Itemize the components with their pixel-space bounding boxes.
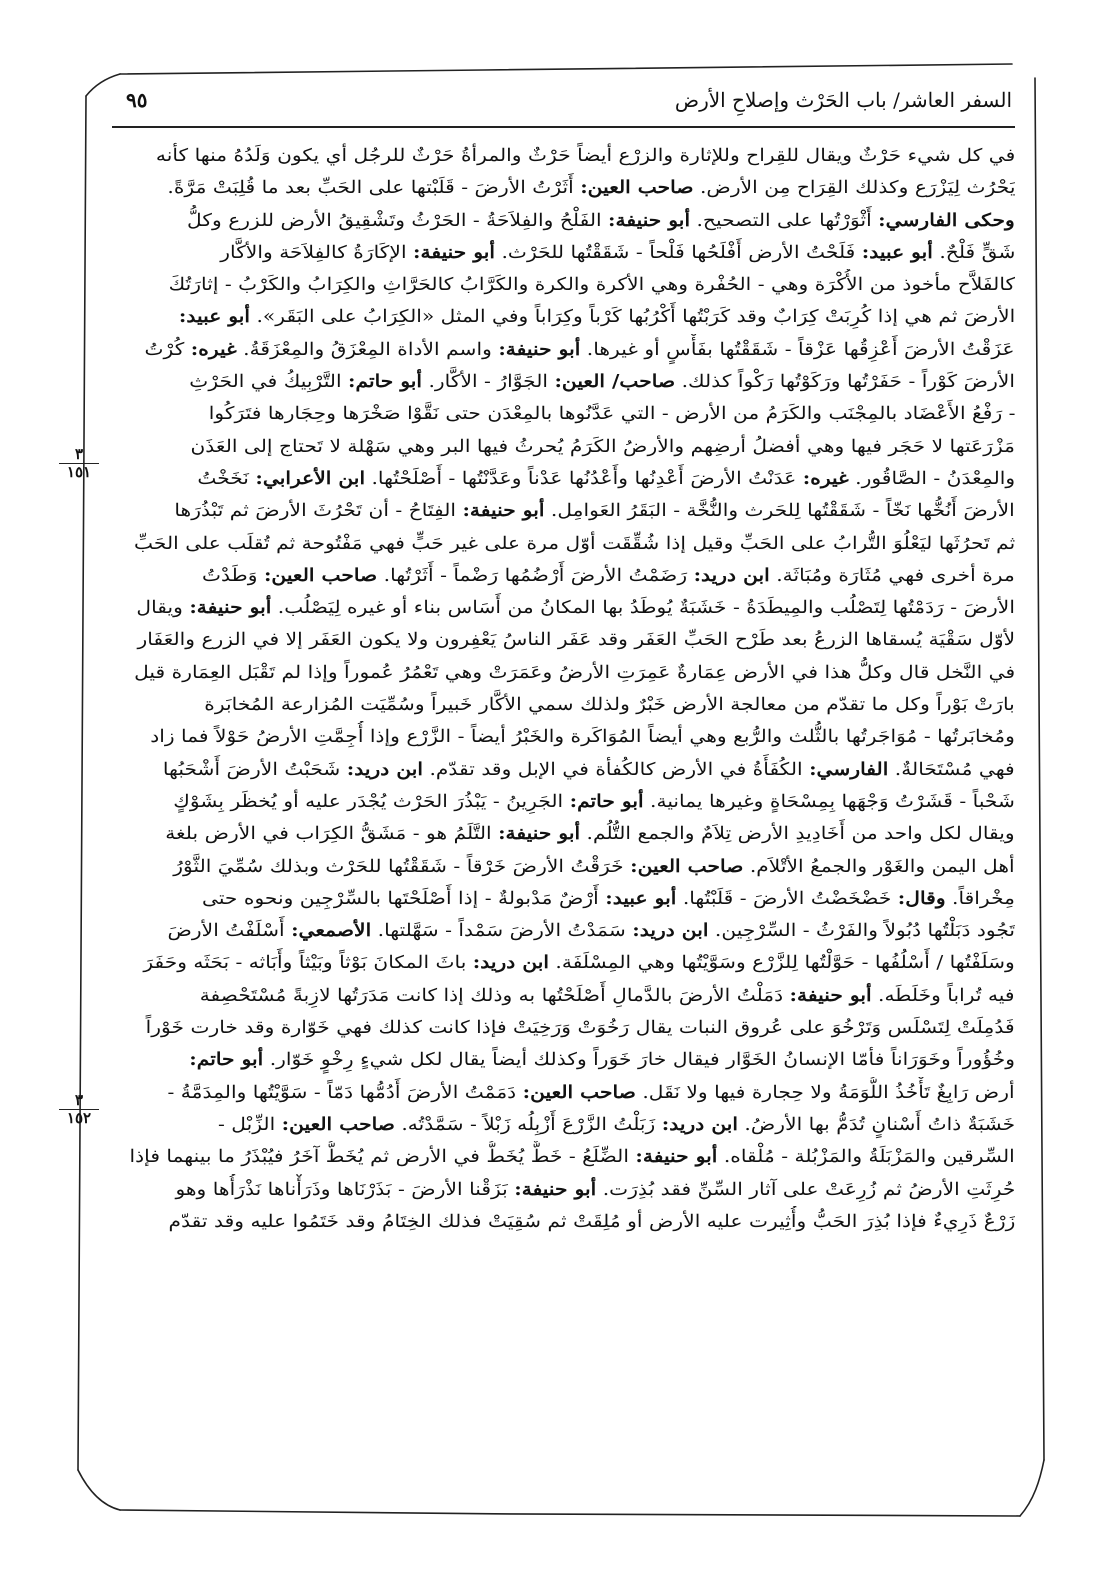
source-attribution: أبو حنيفة: bbox=[189, 597, 272, 619]
text-line bbox=[112, 1174, 1015, 1206]
running-title: السفر العاشر/ باب الحَرْث وإصلاحِ الأرض bbox=[674, 88, 1012, 112]
text-segment: باثَ المكانَ بَوْثاً وبَيْثاً وأَبَاثه - بَحَثَه وحَفَرَ bbox=[143, 953, 473, 974]
text-segment: خَشَبَةٌ ذاتُ أَسْنانٍ تُدَمُّ بها الأرضُ. bbox=[737, 1114, 1015, 1135]
text-segment: - رَفْعُ الأَعْضَاد بالمِجْنَب والكَرَمُ من الأرض - التي عَدَّنُوها بالمِعْدَن حتى نَقَّوْا صَخْرَها وحِجَارها فتَرَكُوا bbox=[208, 404, 1015, 425]
text-segment: الفَلْحُ والفِلاَحَةُ - الحَرْثُ وتَشْقِيقُ الأرض للزرع وكلُّ bbox=[187, 210, 609, 231]
text-line bbox=[112, 431, 1015, 463]
margin-ref-page: ١٥٢ bbox=[66, 1109, 92, 1127]
text-line bbox=[112, 786, 1015, 818]
margin-reference bbox=[50, 1092, 108, 1127]
text-line bbox=[112, 1044, 1015, 1076]
text-line bbox=[112, 172, 1015, 204]
source-attribution: أبو حنيفة: bbox=[498, 823, 581, 845]
text-line bbox=[112, 528, 1015, 560]
text-segment: وسَلَفْتُها / أَسْلُفُها - حَوَّلْتُها لِلزَّرْع وسَوَّيْتُها وهي المِسْلَفَة. bbox=[549, 953, 1015, 974]
text-segment: في كل شيء حَرْثٌ ويقال للقِراح وللإثارة والزرْع أيضاً حَرْثٌ والمرأةُ حَرْثٌ للرجُل أي يكون وَلَدُهُ منها كأنه bbox=[155, 146, 1015, 166]
text-segment: زَرْعٌ ذَرِيءٌ فإذا بُذِرَ الحَبُّ وأُثِيرت عليه الأرض أو مُلِقَتْ ثم سُقِيَتْ فذلك الخِتَامُ وقد خَتَمُوا عليه وقد تقدّم bbox=[168, 1211, 1015, 1232]
text-segment: فيه تُراباً وخَلَطَه. bbox=[872, 985, 1015, 1006]
text-segment: أَسْلَفْتُ الأرضَ bbox=[167, 921, 292, 942]
source-attribution: صاحب العين: bbox=[630, 855, 744, 877]
text-segment: الكُفَأَةُ في الأرض كالكُفأة في الإبل وقد تقدّم. bbox=[423, 759, 810, 780]
text-line bbox=[112, 883, 1015, 915]
text-line bbox=[112, 721, 1015, 753]
text-line bbox=[112, 818, 1015, 850]
source-attribution: أبو عبيد: bbox=[605, 887, 677, 909]
text-segment: الأرضَ ثم هي إذا كُرِبَتْ كِرَابٌ وقد كَرَبْتُها أَكْرُبُها كَرْباً وكِرَاباً وفي المثل «الكِرَابُ على البَقَر». bbox=[249, 307, 1015, 328]
source-attribution: وقال: bbox=[897, 887, 946, 909]
source-attribution: صاحب العين: bbox=[264, 564, 378, 586]
source-attribution: أبو حنيفة: bbox=[789, 984, 873, 1006]
text-line bbox=[112, 754, 1015, 786]
page-number: ٩٥ bbox=[126, 88, 148, 112]
source-attribution: أبو حاتم: bbox=[348, 371, 423, 393]
page-header bbox=[112, 86, 1012, 120]
text-line bbox=[112, 1206, 1015, 1238]
text-segment: عَدَنْتُ الأرضَ أَعْدِنُها وأَعْدُنُها عَدْناً وعَدَّنْتُها - أَصْلَحْتُها. bbox=[364, 468, 803, 489]
text-segment: فَدُمِلَتْ لِتَسْلَس وَتَرْخُوَ على عُروق النبات يقال رَخُوَتْ وَرَخِيَتْ فإذا كانت كذلك فهي خَوّارة وقد خارت خَوْراً bbox=[146, 1018, 1015, 1039]
text-segment: شَحْباً - قَشَرْتُ وَجْهَها بِمِسْحَاةٍ وغيرها يمانية. bbox=[643, 791, 1015, 812]
text-segment: شَحَبْتُ الأرضَ أَشْحَبُها bbox=[163, 759, 348, 780]
text-line bbox=[112, 915, 1015, 947]
text-segment: رَضَمْتُ الأرضَ أَرْضُمُها رَضْماً - أَثَرْتُها. bbox=[377, 565, 694, 586]
text-segment: فَلَحْتُ الأرض أَفْلَحُها فَلْحاً - شَقَقْتُها للحَرْث. bbox=[494, 242, 862, 263]
frame-top-edge bbox=[120, 64, 1012, 74]
source-attribution: أبو حنيفة: bbox=[608, 209, 691, 231]
source-attribution: صاحب العين: bbox=[281, 1113, 395, 1135]
source-attribution: صاحب/ العين: bbox=[554, 371, 676, 393]
margin-ref-volume: ٣ bbox=[74, 1091, 84, 1109]
source-attribution: ابن الأعرابي: bbox=[255, 467, 365, 489]
text-line bbox=[112, 657, 1015, 689]
text-segment: بارَتْ بَوْراً وكل ما تقدّم من معالجة الأرض خَبْرٌ ولذلك سمي الأكَّار خَبيراً وسُمِّيَت المُزارعة المُخابَرة bbox=[204, 695, 1015, 716]
text-line bbox=[112, 1109, 1015, 1141]
source-attribution: الفارسي: bbox=[809, 758, 889, 780]
text-segment: مِخْراقاً. bbox=[945, 888, 1015, 909]
text-segment: الفِتَاحُ - أن تَحْرُثَ الأرضَ ثم تَبْذُرَها bbox=[174, 501, 463, 522]
text-segment: زَبَلْتُ الزَّرْعَ أَزْبِلُه زَبْلاً - سَمَّدْتُه. bbox=[394, 1114, 662, 1135]
text-line bbox=[112, 398, 1015, 430]
source-attribution: صاحب العين: bbox=[523, 1081, 637, 1103]
text-segment: والمِعْدَنُ - الصَّاقُور. bbox=[848, 468, 1015, 489]
source-attribution: أبو حاتم: bbox=[189, 1049, 264, 1071]
frame-right-edge bbox=[1035, 78, 1044, 1460]
text-line bbox=[112, 237, 1015, 269]
text-segment: شَقٍّ فَلْحٌ. bbox=[932, 242, 1015, 263]
text-segment: الأرضَ أَنُخُّها نَخّاً - شَقَقْتُها لِلحَرث والنُّخَّة - البَقَرُ العَوامِل. bbox=[544, 501, 1015, 522]
text-line bbox=[112, 495, 1015, 527]
source-attribution: ابن دريد: bbox=[632, 920, 709, 942]
text-segment: وخُؤُوراً وخَوَرَاناً فأمّا الإنسانُ الخَوَّار فيقال خارَ خَوَراً وكذلك أيضاً يقال لكل شيءٍ رِخْوٍ خَوّار. bbox=[263, 1050, 1015, 1071]
text-segment: التَّلَمُ هو - مَشَقُّ الكِرَاب في الأرض بلغة bbox=[165, 824, 499, 845]
text-line bbox=[112, 269, 1015, 301]
text-segment: دَمَلْتُ الأرضَ بالدَّمالِ أَصْلَحْتُها به وذلك إذا كانت مَدَرَتُها لازِبةً مُسْتَحْصِفة bbox=[200, 985, 790, 1006]
text-segment: عَزَقْتُ الأرضَ أَعْزِقُها عَزْقاً - شَقَقْتُها بفَأْسٍ أو غيرها. bbox=[580, 339, 1015, 360]
source-attribution: وحكى الفارسي: bbox=[878, 209, 1015, 231]
text-segment: حُرِثَتِ الأرضُ ثم زُرِعَتْ على آثار السِّنِّ فقد بُذِرَت. bbox=[595, 1179, 1015, 1200]
text-segment: الجَوَّارُ - الأكَّار. bbox=[422, 372, 555, 393]
text-segment: نَخَخْتُ bbox=[197, 468, 256, 489]
text-line bbox=[112, 1141, 1015, 1173]
text-line bbox=[112, 689, 1015, 721]
text-segment: التَّرْبِيكُ في الحَرْثِ bbox=[189, 372, 349, 393]
text-segment: ومُخابَرتُها - مُوَاجَرتُها بالثُّلث والرُّبع وهي أيضاً المُوَاكَرة والخَبْرُ أيضاً - الزَّرْع وإذا أُجِمَّتِ الأرضُ حَوْلاً فما زاد bbox=[150, 727, 1015, 748]
text-line bbox=[112, 560, 1015, 592]
source-attribution: أبو حنيفة: bbox=[635, 1146, 718, 1168]
text-segment: واسم الأداة المِعْزَقُ والمِعْزَقَةُ. bbox=[237, 339, 499, 360]
text-line bbox=[112, 1012, 1015, 1044]
text-line bbox=[112, 301, 1015, 333]
text-segment: كُرْتُ bbox=[144, 339, 192, 360]
text-line bbox=[112, 947, 1015, 979]
text-segment: الضِّلَعُ - خَطٌّ يُخَطُّ في الأرض ثم يُخَطُّ آخَرُ فيُبْذَرُ ما بينهما فإذا bbox=[129, 1147, 636, 1168]
text-line bbox=[112, 624, 1015, 656]
text-segment: أرض رَابِغٌ تَأْخُذُ اللُّوَمَةُ ولا حِجارة فيها ولا نَقَل. bbox=[636, 1082, 1015, 1103]
source-attribution: غيره: bbox=[802, 467, 849, 489]
text-segment: أَرْضٌ مَدْبولةٌ - إذا أَصْلَحْتَها بالسِّرْجِين ونحوه حتى bbox=[201, 888, 606, 909]
margin-ref-page: ١٥١ bbox=[66, 463, 92, 481]
source-attribution: صاحب العين: bbox=[579, 177, 694, 199]
text-segment: الإكَارَةُ كالفِلاَحَة والأكَّار bbox=[219, 242, 413, 263]
source-attribution: الأصمعي: bbox=[291, 920, 372, 942]
text-segment: ويقال لكل واحد من أَخَادِيدِ الأرض تِلاَمٌ والجمع التُّلُم. bbox=[580, 824, 1015, 845]
source-attribution: أبو حاتم: bbox=[569, 790, 644, 812]
text-line bbox=[112, 140, 1015, 172]
text-segment: يَحْرُث لِيَزْرَع وكذلك القِرَاح مِن الأرض. bbox=[693, 178, 1015, 199]
frame-left-edge bbox=[78, 96, 86, 1470]
text-segment: خَضْخَضْتُ الأرضَ - قَلَبْتُها. bbox=[676, 888, 898, 909]
source-attribution: ابن دريد: bbox=[661, 1113, 738, 1135]
text-segment: مَزْرَعَتها لا حَجَر فيها وهي أفضلُ أرضِهم والأرضُ الكَرَمُ يُحرثُ فيها البر وهي سَهْلة لا تَحتاج إلى العَذَن bbox=[190, 436, 1015, 457]
source-attribution: غيره: bbox=[191, 338, 238, 360]
source-attribution: ابن دريد: bbox=[693, 564, 770, 586]
text-segment: الزِّبْل - bbox=[217, 1114, 282, 1135]
text-segment: أهل اليمن والغَوْر والجمعُ الأتْلاَم. bbox=[743, 856, 1015, 877]
text-line bbox=[112, 205, 1015, 237]
text-segment: بَزَقْنا الأرضَ - بَذَرْنَاها وذَرَأْناها نَذْرَأُها وهو bbox=[175, 1179, 514, 1200]
text-segment: الأرضَ كَوْراً - حَفَرْتُها ورَكَوْتُها رَكْواً كذلك. bbox=[675, 372, 1015, 393]
text-segment: سَمَدْتُ الأرضَ سَمْداً - سَهَّلتها. bbox=[371, 921, 633, 942]
source-attribution: أبو عبيد: bbox=[178, 306, 250, 328]
margin-reference bbox=[50, 446, 108, 481]
text-segment: مرة أخرى فهي مُثَارَة ومُبَاثَة. bbox=[769, 565, 1015, 586]
text-line bbox=[112, 463, 1015, 495]
source-attribution: ابن دريد: bbox=[472, 952, 550, 974]
text-segment: وَطَدْتُ bbox=[202, 565, 265, 586]
text-line bbox=[112, 592, 1015, 624]
text-segment: لأوّل سَقْيَة يُسقاها الزرعُ بعد طَرْح الحَبِّ العَفَر وقد عَفَر الناسُ يَعْفِرون ولا يكون العَفَر إلا في الزرع والعَفَار bbox=[137, 630, 1015, 651]
text-segment: في النَّخل قال وكلُّ هذا في الأرض عِمَارةٌ عَمِرَتِ الأرضُ وعَمَرَتْ وهي تَعْمُرُ عُموراً وإذا لم تَقْبَل العِمَارة قيل bbox=[133, 662, 1015, 683]
source-attribution: أبو حنيفة: bbox=[513, 1178, 596, 1200]
text-segment: السِّرقين والمَزْبَلَةُ والمَزْبُلة - مُلْقاه. bbox=[717, 1147, 1015, 1168]
source-attribution: أبو حنيفة: bbox=[412, 241, 495, 263]
source-attribution: أبو حنيفة: bbox=[498, 338, 581, 360]
frame-bottom-left-corner bbox=[78, 1470, 120, 1510]
text-segment: ثم تَحرُثَها ليَعْلُوَ التُّرابُ على الحَبِّ وقيل إذا شُقِّقَت أوّل مرة على غير حَبٍّ فهي مَفْتُوحة ثم تُقلَب على الحَبِّ bbox=[133, 533, 1015, 554]
source-attribution: أبو حنيفة: bbox=[462, 500, 545, 522]
text-line bbox=[112, 1077, 1015, 1109]
text-line bbox=[112, 851, 1015, 883]
text-segment: فهي مُسْتَحَالةٌ. bbox=[888, 759, 1015, 780]
body-text bbox=[112, 140, 1015, 1238]
margin-ref-volume: ٣ bbox=[74, 445, 84, 463]
text-segment: أَثَرْتُ الأرضَ - قَلَبْتها على الحَبِّ بعد ما قُلِبَتْ مَرَّةً. bbox=[166, 178, 580, 199]
text-segment: الأرضَ - رَدَمْتُها لِتَصْلُب والمِيطَدَةُ - خَشَبَةٌ يُوطَدُ بها المكانُ من أَسَاس بناء أو غيره لِيَصْلُب. bbox=[271, 598, 1015, 619]
source-attribution: أبو عبيد: bbox=[861, 241, 933, 263]
source-attribution: ابن دريد: bbox=[347, 758, 424, 780]
header-rule bbox=[112, 126, 1015, 128]
text-segment: دَمَمْتُ الأرضَ أَدُمُّها دَمّاً - سَوَّيْتُها والمِدَمَّةُ - bbox=[167, 1082, 524, 1103]
frame-bottom-right-corner bbox=[1020, 1460, 1044, 1516]
text-line bbox=[112, 334, 1015, 366]
frame-bottom-edge bbox=[120, 1510, 1020, 1516]
text-segment: خَرَقْتُ الأرضَ خَرْقاً - شَقَقْتُها للحَرْث وبذلك سُمِّيَ الثَّوْرُ bbox=[173, 856, 631, 877]
text-line bbox=[112, 366, 1015, 398]
text-segment: الجَرِينُ - يَبْذُرَ الحَرْث يُجْدَر عليه أو يُخظَر بِشَوْكٍ bbox=[173, 791, 570, 812]
text-segment: ويقال bbox=[136, 598, 190, 619]
text-segment: أَثْوَرْتُها على التصحيح. bbox=[690, 210, 879, 231]
text-segment: كالفَلاَّح مأخوذ من الأُكْرَة وهي - الحُفْرة وهي الأكرة والكرة والكَرَّابُ كالحَرَّاثِ والكِرَابُ والكَرْبُ - إثارَتُكَ bbox=[168, 275, 1015, 296]
text-line bbox=[112, 980, 1015, 1012]
text-segment: تَجُود دَبَلْتُها دُبُولاً والفَرْثُ - السِّرْجِين. bbox=[708, 921, 1015, 942]
